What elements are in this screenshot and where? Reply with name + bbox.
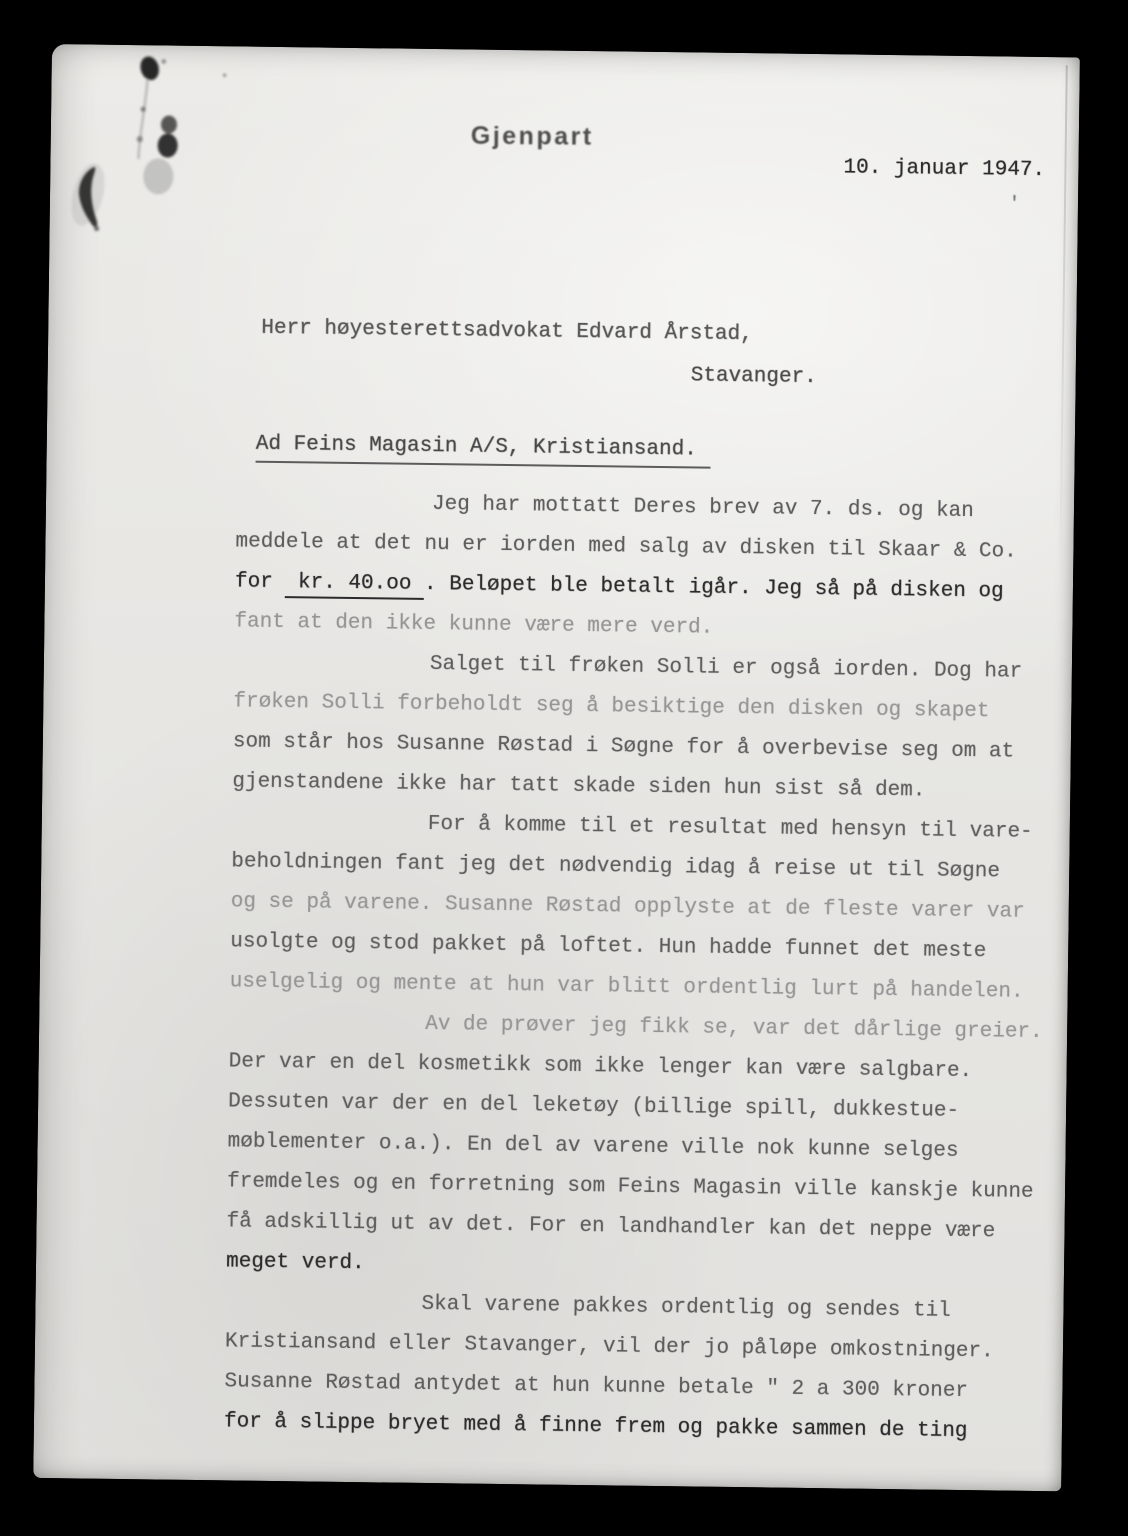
- ink-blot-artifacts: [49, 44, 312, 307]
- letter-line: frøken Solli forbeholdt seg å besiktige den disken og skapet: [233, 690, 990, 724]
- letter-line: Dessuten var der en del leketøy (billige spill, dukkestue-: [228, 1090, 960, 1123]
- letter-line: meget verd.: [225, 1250, 365, 1276]
- letter-line: som står hos Susanne Røstad i Søgne for å overbevise seg om at: [232, 730, 1015, 764]
- letter-line: fant at den ikke kunne være mere verd.: [234, 610, 714, 640]
- recipient-city-line: Stavanger.: [690, 364, 817, 390]
- letter-line: beholdningen fant jeg det nødvendig idag å reise ut til Søgne: [231, 850, 1001, 884]
- paragraph: [226, 1002, 1046, 1293]
- letter-body: [224, 482, 1052, 1453]
- recipient-name-line: Herr høyesterettsadvokat Edvard Årstad,: [261, 316, 753, 347]
- letter-line: få adskillig ut av det. For en landhandler kan det neppe være: [226, 1210, 996, 1244]
- letter-line: usolgte og stod pakket på loftet. Hun hadde funnet det meste: [230, 930, 987, 964]
- letter-line: Kristiansand eller Stavanger, vil der jo påløpe omkostninger.: [224, 1330, 994, 1364]
- letter-line: Susanne Røstad antydet at hun kunne betale " 2 a 300 kroner: [224, 1370, 969, 1404]
- letter-line: fremdeles og en forretning som Feins Magasin ville kanskje kunne: [226, 1170, 1034, 1204]
- paragraph: [229, 802, 1048, 1013]
- subject-line: Ad Feins Magasin A/S, Kristiansand.: [256, 433, 711, 469]
- letter-line: Skal varene pakkes ordentlig og sendes til: [421, 1292, 951, 1323]
- letter-line: Salget til frøken Solli er også iorden. Dog har: [429, 653, 1023, 684]
- letter-line: gjenstandene ikke har tatt skade siden hun sist så dem.: [232, 770, 926, 803]
- letter-paper: [33, 44, 1080, 1491]
- letter-line: for å slippe bryet med å finne frem og pakke sammen de ting: [223, 1410, 968, 1444]
- letter-line: meddele at det nu er iorden med salg av disken til Skaar & Co.: [235, 530, 1017, 564]
- letter-line: For å komme til et resultat med hensyn til vare-: [427, 812, 1033, 844]
- paragraph: [232, 642, 1050, 813]
- stray-mark-artifact: ': [1008, 194, 1020, 215]
- letter-date: 10. januar 1947.: [843, 156, 1046, 183]
- letter-line: Av de prøver jeg fikk se, var det dårlige greier.: [425, 1012, 1043, 1045]
- letter-line: møblementer o.a.). En del av varene ville nok kunne selges: [227, 1130, 959, 1163]
- line-segment: . Beløpet ble betalt igår. Jeg så på disken og: [423, 572, 1004, 604]
- letter-line: Jeg har mottatt Deres brev av 7. ds. og kan: [431, 493, 974, 524]
- paragraph: [234, 482, 1052, 653]
- paragraph: [224, 1282, 1042, 1453]
- letter-line: og se på varene. Susanne Røstad opplyste at de fleste varer var: [230, 890, 1025, 924]
- letter-line: uselgelig og mente at hun var blitt ordentlig lurt på handelen.: [229, 970, 1024, 1004]
- gjenpart-stamp: Gjenpart: [470, 121, 594, 151]
- underlined-amount: kr. 40.oo: [285, 571, 424, 600]
- letter-line: Der var en del kosmetikk som ikke lenger kan være salgbare.: [228, 1050, 973, 1084]
- line-segment: for: [234, 570, 286, 595]
